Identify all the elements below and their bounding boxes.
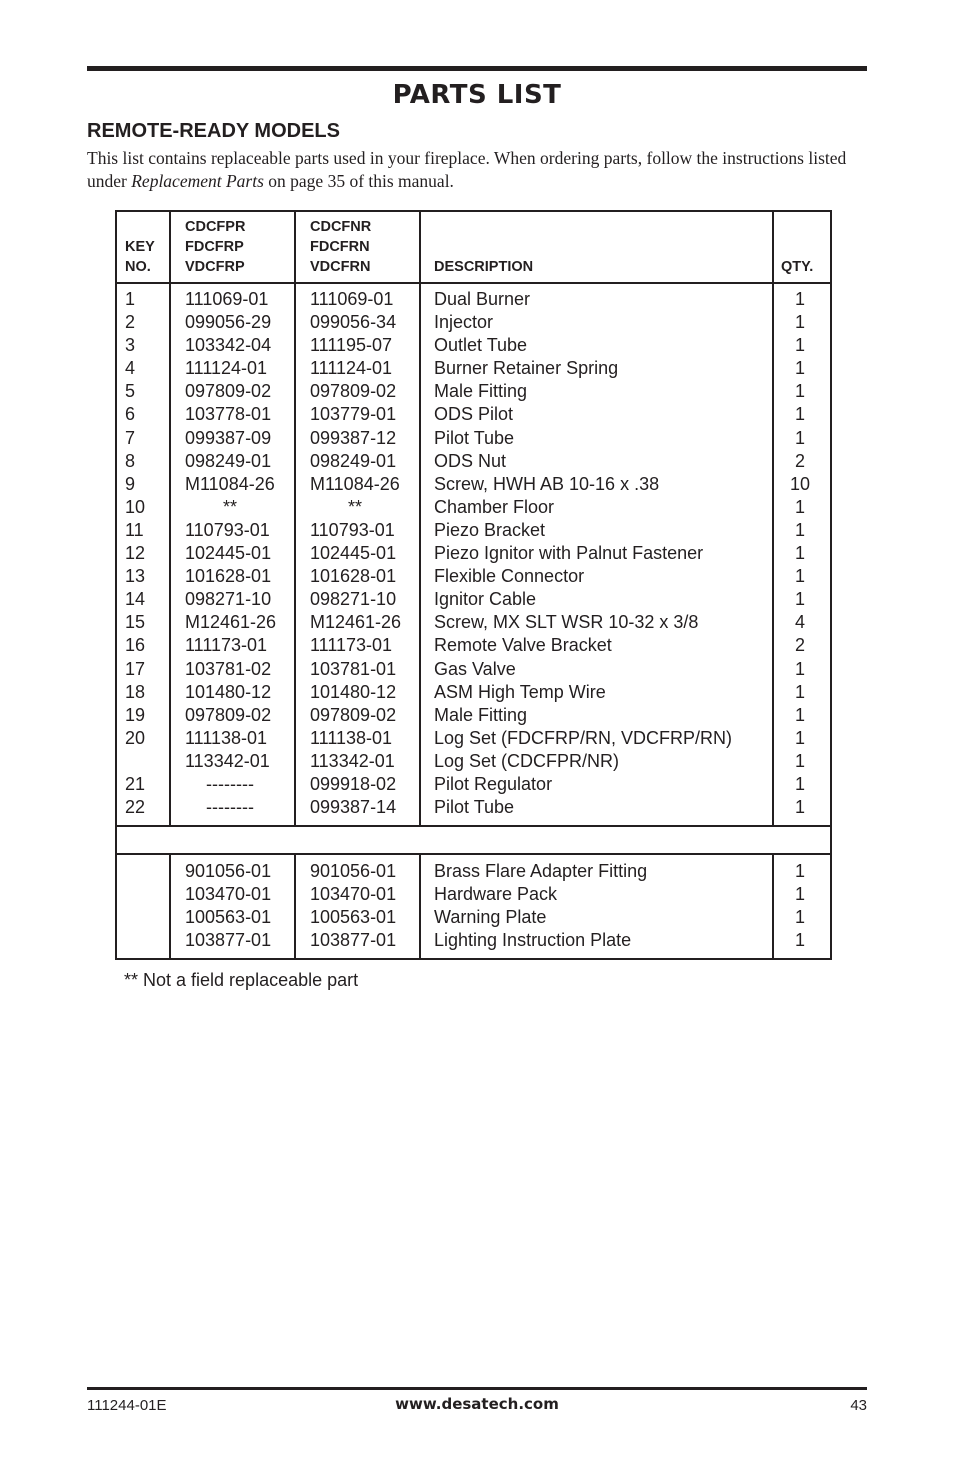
table-cell-key: 17 — [125, 658, 146, 679]
intro-text-2: on page 35 of this manual. — [263, 171, 454, 191]
table-cell-p1: 098271-10 — [185, 589, 272, 610]
table-cell-p2: 111195-07 — [310, 335, 393, 356]
table-cell-key: 8 — [125, 450, 136, 471]
footnote: ** Not a field replaceable part — [124, 970, 359, 990]
table-cell-key: 12 — [125, 543, 146, 564]
header-key-line1: KEY — [125, 239, 155, 255]
table-cell-qty: 1 — [794, 907, 805, 928]
accessory-description-column — [434, 860, 647, 952]
table-cell-key: 16 — [125, 635, 146, 656]
table-cell-desc: Dual Burner — [434, 289, 531, 309]
table-cell-qty: 1 — [794, 589, 805, 610]
table-cell-p1: -------- — [206, 773, 254, 794]
section-divider — [117, 825, 830, 827]
intro-paragraph — [87, 147, 877, 193]
table-cell-desc: Injector — [434, 312, 494, 333]
table-cell-p2: 101628-01 — [310, 566, 397, 587]
section-divider — [117, 853, 830, 855]
table-cell-p2: 111124-01 — [310, 358, 393, 379]
table-cell-p1: 103342-04 — [185, 335, 272, 356]
table-cell-qty: 1 — [794, 289, 805, 309]
table-cell-p2: 103470-01 — [310, 884, 397, 905]
table-cell-key: 9 — [125, 473, 136, 494]
header-key-line2: NO. — [125, 259, 151, 275]
table-cell-p1: 111124-01 — [185, 358, 268, 379]
header-model-line: VDCFRP — [185, 259, 245, 275]
table-cell-p1: 113342-01 — [185, 750, 270, 771]
table-cell-p2: 113342-01 — [310, 750, 395, 771]
table-cell-p1: M11084-26 — [185, 473, 275, 494]
table-cell-qty: 1 — [794, 861, 805, 881]
key-column — [125, 288, 145, 819]
table-cell-qty: 2 — [794, 450, 805, 471]
parts-table — [115, 210, 832, 960]
table-cell-desc: Brass Flare Adapter Fitting — [434, 861, 648, 881]
table-cell-p2: 110793-01 — [310, 519, 395, 540]
accessory-qty-column — [774, 860, 826, 952]
table-cell-key: 11 — [125, 519, 144, 540]
column-divider — [169, 212, 171, 825]
header-divider — [117, 282, 830, 284]
table-cell-desc: Log Set (FDCFRP/RN, VDCFRP/RN) — [434, 727, 733, 748]
table-cell-p1: 103470-01 — [185, 884, 272, 905]
table-cell-desc: Male Fitting — [434, 704, 528, 725]
table-cell-p2: 103781-01 — [310, 658, 397, 679]
table-cell-desc: Pilot Regulator — [434, 773, 553, 794]
accessory-model-set-1-column — [185, 860, 271, 952]
table-cell-p1: 102445-01 — [185, 543, 272, 564]
table-cell-qty: 1 — [794, 727, 805, 748]
bottom-rule — [87, 1387, 867, 1390]
table-cell-desc: Remote Valve Bracket — [434, 635, 612, 656]
header-key — [125, 237, 155, 277]
table-cell-desc: Outlet Tube — [434, 335, 528, 356]
table-cell-desc: Flexible Connector — [434, 566, 585, 587]
table-cell-desc: Burner Retainer Spring — [434, 358, 619, 379]
table-cell-p2: 099387-12 — [310, 427, 397, 448]
table-cell-qty: 1 — [794, 519, 805, 540]
qty-column — [774, 288, 826, 819]
header-description: DESCRIPTION — [434, 259, 534, 275]
table-cell-key: 3 — [125, 335, 136, 356]
table-cell-p1: 101628-01 — [185, 566, 272, 587]
table-cell-p2: 111069-01 — [310, 289, 394, 309]
table-cell-qty: 1 — [794, 704, 805, 725]
table-cell-desc: Warning Plate — [434, 907, 547, 928]
table-cell-desc: Piezo Ignitor with Palnut Fastener — [434, 543, 704, 564]
doc-number: 111244-01E — [87, 1397, 167, 1414]
column-divider — [169, 855, 171, 958]
table-cell-key: 7 — [125, 427, 136, 448]
table-cell-desc: Piezo Bracket — [434, 519, 546, 540]
table-cell-desc: Male Fitting — [434, 381, 528, 402]
table-cell-p2: M12461-26 — [310, 612, 402, 633]
table-cell-qty: 2 — [794, 635, 805, 656]
model-set-1-column — [185, 288, 276, 819]
table-cell-desc: Lighting Instruction Plate — [434, 930, 632, 951]
table-cell-key: 19 — [125, 704, 146, 725]
table-cell-p1: 111069-01 — [185, 289, 269, 309]
table-cell-p1: 098249-01 — [185, 450, 272, 471]
header-model-line: VDCFRN — [310, 259, 371, 275]
table-cell-p2: 111138-01 — [310, 727, 393, 748]
column-divider — [294, 855, 296, 958]
table-cell-p2: ** — [347, 496, 362, 517]
table-cell-desc: Screw, MX SLT WSR 10-32 x 3/8 — [434, 612, 699, 633]
table-cell-qty: 1 — [794, 658, 805, 679]
table-cell-p1: 110793-01 — [185, 519, 270, 540]
table-cell-desc: ODS Nut — [434, 450, 507, 471]
table-cell-qty: 1 — [794, 566, 805, 587]
table-cell-qty: 1 — [794, 381, 805, 402]
table-cell-key: 14 — [125, 589, 146, 610]
table-cell-p1: 101480-12 — [185, 681, 272, 702]
table-cell-p2: 101480-12 — [310, 681, 397, 702]
table-cell-p1: 097809-02 — [185, 381, 272, 402]
table-cell-key: 10 — [125, 496, 146, 517]
table-cell-p1: 111173-01 — [185, 635, 268, 656]
table-cell-key: 4 — [125, 358, 136, 379]
column-divider — [419, 855, 421, 958]
table-cell-p2: 099387-14 — [310, 797, 397, 818]
table-cell-p2: 111173-01 — [310, 635, 393, 656]
table-cell-key: 2 — [125, 312, 136, 333]
table-cell-p1: 111138-01 — [185, 727, 268, 748]
table-cell-p2: 103877-01 — [310, 930, 397, 951]
table-cell-key: 18 — [125, 681, 146, 702]
table-cell-qty: 1 — [794, 543, 805, 564]
table-cell-key: 20 — [125, 727, 146, 748]
table-cell-desc: ASM High Temp Wire — [434, 681, 606, 702]
table-cell-p2: 099918-02 — [310, 773, 397, 794]
table-cell-key: 13 — [125, 566, 146, 587]
top-rule — [87, 66, 867, 71]
table-cell-qty: 1 — [794, 427, 805, 448]
page-number: 43 — [850, 1397, 867, 1414]
table-cell-qty: 1 — [794, 773, 805, 794]
table-cell-key: 1 — [125, 289, 136, 309]
table-cell-qty: 1 — [794, 884, 805, 905]
intro-emphasis: Replacement Parts — [131, 171, 264, 191]
section-heading: REMOTE-READY MODELS — [87, 120, 340, 142]
table-cell-p1: 099056-29 — [185, 312, 272, 333]
table-cell-desc: ODS Pilot — [434, 404, 514, 425]
header-model-line: CDCFPR — [185, 219, 246, 235]
table-cell-p2: 901056-01 — [310, 861, 397, 881]
table-cell-desc: Gas Valve — [434, 658, 516, 679]
table-cell-p2: M11084-26 — [310, 473, 400, 494]
table-cell-p2: 097809-02 — [310, 704, 397, 725]
table-cell-p2: 097809-02 — [310, 381, 397, 402]
table-cell-p1: 901056-01 — [185, 861, 272, 881]
table-cell-p1: ** — [222, 496, 237, 517]
table-cell-qty: 1 — [794, 797, 805, 818]
table-cell-key: 15 — [125, 612, 146, 633]
table-cell-key — [125, 750, 145, 773]
table-cell-desc: Chamber Floor — [434, 496, 555, 517]
table-cell-desc: Pilot Tube — [434, 427, 515, 448]
intro-text-1: This list contains replaceable parts used in your fireplace. When ordering parts, follow the instructions listed under — [87, 148, 847, 191]
table-cell-p1: 103781-02 — [185, 658, 272, 679]
table-cell-qty: 1 — [794, 312, 805, 333]
table-cell-qty: 1 — [794, 358, 805, 379]
table-cell-p2: 100563-01 — [310, 907, 397, 928]
table-cell-p1: 103877-01 — [185, 930, 272, 951]
table-cell-p1: 097809-02 — [185, 704, 272, 725]
table-cell-qty: 1 — [794, 496, 805, 517]
website-link: www.desatech.com — [395, 1395, 559, 1413]
table-cell-p2: 098271-10 — [310, 589, 397, 610]
table-cell-desc: Ignitor Cable — [434, 589, 537, 610]
table-cell-qty: 1 — [794, 750, 805, 771]
table-cell-p2: 102445-01 — [310, 543, 397, 564]
table-cell-qty: 4 — [794, 612, 805, 633]
header-model-line: FDCFRP — [185, 239, 244, 255]
table-cell-p2: 098249-01 — [310, 450, 397, 471]
table-cell-qty: 1 — [794, 335, 805, 356]
table-cell-qty: 1 — [794, 681, 805, 702]
header-model-set-2 — [310, 217, 371, 277]
column-divider — [419, 212, 421, 825]
table-cell-desc: Screw, HWH AB 10-16 x .38 — [434, 473, 660, 494]
table-cell-desc: Hardware Pack — [434, 884, 558, 905]
table-cell-qty: 1 — [794, 930, 805, 951]
header-model-line: CDCFNR — [310, 219, 372, 235]
table-cell-qty: 10 — [789, 473, 811, 494]
description-column — [434, 288, 732, 819]
header-model-line: FDCFRN — [310, 239, 370, 255]
header-model-set-1 — [185, 217, 245, 277]
table-cell-p1: M12461-26 — [185, 612, 277, 633]
table-cell-p2: 103779-01 — [310, 404, 397, 425]
table-cell-p1: 103778-01 — [185, 404, 272, 425]
table-cell-desc: Pilot Tube — [434, 797, 515, 818]
table-cell-key: 6 — [125, 404, 136, 425]
table-cell-key: 21 — [125, 773, 146, 794]
table-cell-key: 5 — [125, 381, 136, 402]
table-cell-qty: 1 — [794, 404, 805, 425]
table-cell-desc: Log Set (CDCFPR/NR) — [434, 750, 620, 771]
page-title: PARTS LIST — [392, 80, 562, 110]
table-cell-p1: 099387-09 — [185, 427, 272, 448]
accessory-model-set-2-column — [310, 860, 396, 952]
table-cell-p2: 099056-34 — [310, 312, 397, 333]
model-set-2-column — [310, 288, 401, 819]
column-divider — [294, 212, 296, 825]
table-cell-key: 22 — [125, 797, 146, 818]
table-cell-p1: -------- — [206, 797, 254, 818]
header-qty: QTY. — [781, 259, 814, 275]
table-cell-p1: 100563-01 — [185, 907, 272, 928]
